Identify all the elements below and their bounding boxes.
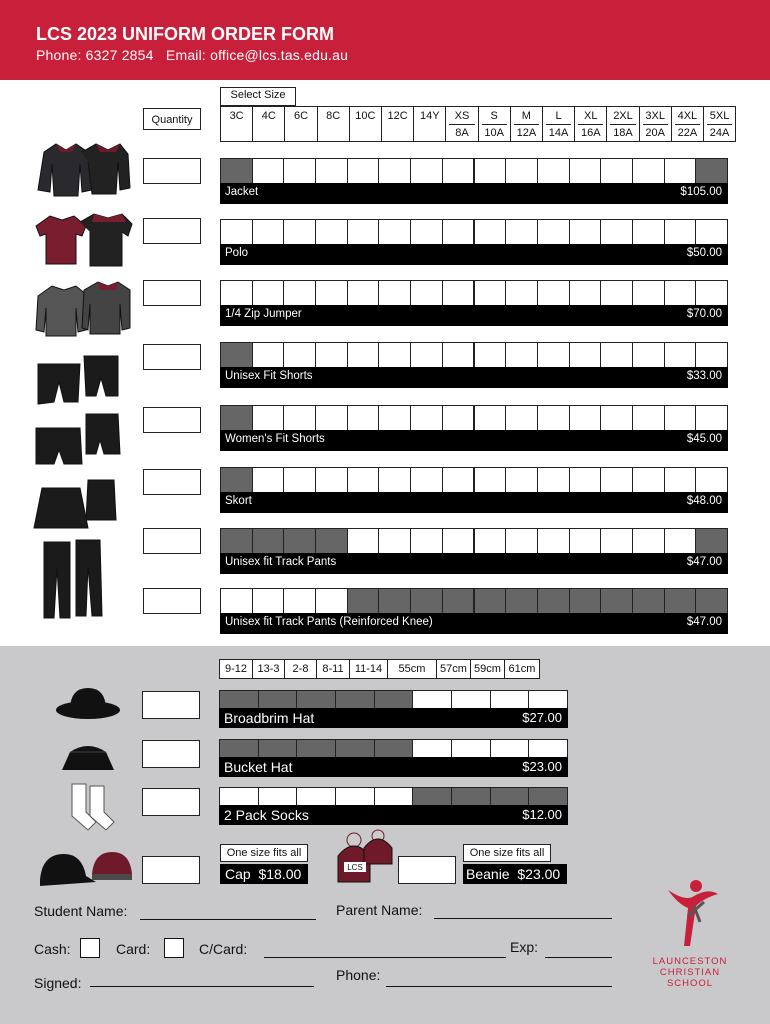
size-checkbox[interactable] <box>378 467 411 494</box>
size-checkbox <box>296 690 336 709</box>
size-checkbox[interactable] <box>569 280 602 307</box>
cap-price-bar <box>220 864 308 884</box>
size-checkbox[interactable] <box>632 219 665 246</box>
product-name: Polo <box>225 247 249 259</box>
size-checkbox[interactable] <box>315 588 348 615</box>
size-checkbox[interactable] <box>664 219 697 246</box>
size-checkbox <box>219 690 259 709</box>
size-checkbox[interactable] <box>528 690 568 709</box>
size-checkbox[interactable] <box>664 342 697 369</box>
size-checkbox[interactable] <box>695 405 728 432</box>
size-checkbox[interactable] <box>442 342 475 369</box>
product-price: $105.00 <box>680 186 722 198</box>
ccard-field[interactable] <box>264 957 506 958</box>
size-checkbox[interactable] <box>252 588 285 615</box>
quantity-input[interactable] <box>143 528 201 554</box>
size-checkbox[interactable] <box>474 467 507 494</box>
accessory-name: 2 Pack Socks <box>224 807 309 823</box>
size-checkbox[interactable] <box>296 787 336 806</box>
size-checkbox[interactable] <box>283 588 316 615</box>
size-checkbox[interactable] <box>220 219 253 246</box>
beanie-price: $23.00 <box>517 866 561 882</box>
contact-info <box>36 47 348 63</box>
size-checkbox[interactable] <box>600 342 633 369</box>
card-label: Card: <box>116 941 151 957</box>
size-header-0 <box>220 106 253 142</box>
price-bar <box>220 305 728 326</box>
size-header-10 <box>542 106 575 142</box>
size-label: 3C <box>229 110 244 122</box>
size-checkbox <box>474 588 507 615</box>
cap-name: Cap <box>225 866 251 882</box>
accessory-size-8: 61cm <box>504 659 540 679</box>
track-pants-illustration <box>40 538 110 622</box>
polo-illustration <box>32 210 132 272</box>
size-checkbox <box>374 690 414 709</box>
size-checkbox[interactable] <box>335 787 375 806</box>
size-checkbox[interactable] <box>220 588 253 615</box>
beanie-illustration <box>334 830 396 886</box>
size-checkbox[interactable] <box>315 158 348 185</box>
size-checkbox[interactable] <box>410 219 443 246</box>
size-checkbox[interactable] <box>664 467 697 494</box>
size-header-11 <box>574 106 607 142</box>
size-checkbox <box>220 405 253 432</box>
parent-name-field[interactable] <box>434 918 612 919</box>
size-checkbox[interactable] <box>632 467 665 494</box>
accessory-size-3: 8-11 <box>316 659 350 679</box>
size-checkbox[interactable] <box>378 342 411 369</box>
cap-quantity-input[interactable] <box>142 856 200 884</box>
size-header-12 <box>606 106 639 142</box>
size-checkbox[interactable] <box>220 280 253 307</box>
quantity-input[interactable] <box>143 218 201 244</box>
size-header-7 <box>445 106 478 142</box>
size-checkbox[interactable] <box>537 528 570 555</box>
student-name-label: Student Name: <box>34 903 128 919</box>
size-label: M <box>514 108 539 125</box>
size-checkbox[interactable] <box>315 342 348 369</box>
size-checkbox <box>528 787 568 806</box>
size-checkbox[interactable] <box>252 219 285 246</box>
product-name: Unisex fit Track Pants <box>225 556 337 568</box>
size-checkbox[interactable] <box>632 342 665 369</box>
size-alt-label: 20A <box>645 127 665 139</box>
size-checkbox[interactable] <box>490 690 530 709</box>
product-price: $70.00 <box>686 308 722 320</box>
price-bar <box>220 553 728 574</box>
size-checkbox[interactable] <box>410 467 443 494</box>
size-checkbox[interactable] <box>378 405 411 432</box>
size-checkbox <box>632 588 665 615</box>
accessory-size-2: 2-8 <box>284 659 317 679</box>
size-checkbox[interactable] <box>378 528 411 555</box>
zip-jumper-illustration <box>32 278 132 340</box>
beanie-name: Beanie <box>466 866 510 882</box>
size-label: 6C <box>293 110 309 122</box>
size-checkbox <box>296 739 336 758</box>
size-checkbox[interactable] <box>442 528 475 555</box>
size-checkbox[interactable] <box>283 280 316 307</box>
size-alt-label: 14A <box>548 127 569 139</box>
size-checkbox <box>569 588 602 615</box>
size-checkbox[interactable] <box>315 219 348 246</box>
size-checkbox[interactable] <box>442 158 475 185</box>
size-checkbox[interactable] <box>537 405 570 432</box>
product-price: $45.00 <box>686 433 722 445</box>
size-header-8 <box>478 106 511 142</box>
size-checkbox[interactable] <box>378 280 411 307</box>
product-name: Unisex fit Track Pants (Reinforced Knee) <box>225 616 433 628</box>
price-bar <box>220 613 728 634</box>
size-checkbox[interactable] <box>283 467 316 494</box>
size-checkbox[interactable] <box>664 528 697 555</box>
size-checkbox[interactable] <box>569 467 602 494</box>
size-checkbox[interactable] <box>252 405 285 432</box>
signed-label: Signed: <box>34 975 82 991</box>
price-bar <box>220 367 728 388</box>
size-checkbox[interactable] <box>695 280 728 307</box>
product-price: $47.00 <box>686 616 722 628</box>
size-checkbox <box>664 588 697 615</box>
size-checkbox[interactable] <box>474 342 507 369</box>
size-checkbox[interactable] <box>347 158 380 185</box>
parent-name-label: Parent Name: <box>336 902 423 918</box>
quantity-label: Quantity <box>143 108 201 130</box>
accessory-size-1: 13-3 <box>252 659 285 679</box>
school-name <box>640 956 740 989</box>
size-checkbox <box>220 158 253 185</box>
size-label: XS <box>449 108 474 125</box>
quantity-input[interactable] <box>143 344 201 370</box>
size-checkbox <box>252 528 285 555</box>
size-label: 5XL <box>707 108 732 125</box>
size-header-4 <box>349 106 382 142</box>
product-name: Skort <box>225 495 252 507</box>
cash-label: Cash: <box>34 941 71 957</box>
size-alt-label: 18A <box>613 127 633 139</box>
size-checkbox[interactable] <box>537 158 570 185</box>
exp-label: Exp: <box>510 939 539 955</box>
size-checkbox[interactable] <box>505 280 538 307</box>
size-checkbox <box>258 690 298 709</box>
size-checkbox[interactable] <box>442 219 475 246</box>
size-header-13 <box>639 106 672 142</box>
socks-illustration <box>62 782 122 832</box>
size-checkbox[interactable] <box>283 158 316 185</box>
phone-text: Phone: 6327 2854 <box>36 47 154 63</box>
size-checkbox[interactable] <box>347 528 380 555</box>
size-checkbox <box>335 690 375 709</box>
size-checkbox[interactable] <box>252 342 285 369</box>
size-label: 14Y <box>419 110 440 122</box>
school-logo-icon <box>660 876 720 956</box>
size-checkbox[interactable] <box>410 280 443 307</box>
price-bar <box>220 492 728 513</box>
size-label: 8C <box>326 110 341 122</box>
size-checkbox[interactable] <box>695 342 728 369</box>
email-text: Email: office@lcs.tas.edu.au <box>165 47 349 63</box>
product-price: $47.00 <box>686 556 722 568</box>
size-checkbox[interactable] <box>378 158 411 185</box>
product-price: $33.00 <box>686 370 722 382</box>
size-checkbox[interactable] <box>374 787 414 806</box>
size-checkbox[interactable] <box>474 528 507 555</box>
school-name-line1: LAUNCESTON <box>652 956 728 967</box>
accessory-price: $23.00 <box>522 759 562 774</box>
beanie-price-bar <box>463 864 567 884</box>
size-checkbox[interactable] <box>410 405 443 432</box>
size-checkbox[interactable] <box>537 467 570 494</box>
size-checkbox[interactable] <box>505 342 538 369</box>
size-checkbox[interactable] <box>600 467 633 494</box>
phone-field[interactable] <box>386 986 612 987</box>
cash-checkbox[interactable] <box>80 938 100 958</box>
price-bar <box>219 805 568 825</box>
size-checkbox[interactable] <box>569 342 602 369</box>
student-name-field[interactable] <box>140 919 316 920</box>
size-alt-label: 10A <box>484 127 504 139</box>
price-bar <box>219 757 568 777</box>
cap-size-note: One size fits all <box>220 844 308 862</box>
size-checkbox[interactable] <box>378 219 411 246</box>
size-checkbox[interactable] <box>252 158 285 185</box>
size-checkbox[interactable] <box>474 158 507 185</box>
unisex-shorts-illustration <box>34 350 124 408</box>
size-checkbox <box>410 588 443 615</box>
size-checkbox[interactable] <box>412 739 452 758</box>
size-checkbox[interactable] <box>474 280 507 307</box>
size-label: 4XL <box>675 108 700 125</box>
size-label: 2XL <box>610 108 635 125</box>
size-checkbox[interactable] <box>505 528 538 555</box>
size-checkbox <box>315 528 348 555</box>
size-checkbox[interactable] <box>537 342 570 369</box>
size-checkbox[interactable] <box>632 528 665 555</box>
cap-price: $18.00 <box>258 866 302 882</box>
size-checkbox[interactable] <box>600 405 633 432</box>
size-checkbox <box>451 787 491 806</box>
price-bar <box>220 244 728 265</box>
size-checkbox <box>283 528 316 555</box>
size-checkbox[interactable] <box>442 280 475 307</box>
size-checkbox <box>335 739 375 758</box>
skort-illustration <box>30 474 120 536</box>
size-checkbox <box>537 588 570 615</box>
form-title: LCS 2023 UNIFORM ORDER FORM <box>36 24 335 44</box>
size-checkbox <box>695 158 728 185</box>
size-alt-label: 12A <box>516 127 537 139</box>
size-checkbox <box>490 787 530 806</box>
size-checkbox <box>258 739 298 758</box>
size-checkbox[interactable] <box>537 219 570 246</box>
size-checkbox[interactable] <box>315 280 348 307</box>
size-checkbox[interactable] <box>474 405 507 432</box>
school-name-line3: SCHOOL <box>666 978 714 989</box>
beanie-size-note: One size fits all <box>463 844 551 862</box>
quantity-input[interactable] <box>142 691 200 719</box>
size-checkbox[interactable] <box>600 528 633 555</box>
broadbrim-hat-illustration <box>54 684 124 724</box>
size-checkbox[interactable] <box>347 467 380 494</box>
size-checkbox[interactable] <box>442 405 475 432</box>
quantity-input[interactable] <box>143 407 201 433</box>
size-checkbox[interactable] <box>505 219 538 246</box>
size-header-6 <box>413 106 446 142</box>
size-label: XL <box>578 108 603 125</box>
size-checkbox[interactable] <box>283 405 316 432</box>
product-name: Jacket <box>225 186 259 198</box>
size-checkbox[interactable] <box>410 158 443 185</box>
size-checkbox[interactable] <box>252 280 285 307</box>
size-checkbox[interactable] <box>451 690 491 709</box>
size-header-2 <box>284 106 317 142</box>
size-checkbox[interactable] <box>505 405 538 432</box>
card-checkbox[interactable] <box>164 938 184 958</box>
womens-shorts-illustration <box>34 410 124 470</box>
size-checkbox[interactable] <box>632 280 665 307</box>
size-alt-label: 24A <box>709 127 730 139</box>
size-checkbox[interactable] <box>569 405 602 432</box>
size-checkbox[interactable] <box>347 405 380 432</box>
ccard-label: C/Card: <box>199 941 248 957</box>
size-checkbox[interactable] <box>410 342 443 369</box>
size-checkbox[interactable] <box>347 280 380 307</box>
quantity-input[interactable] <box>143 588 201 614</box>
size-checkbox <box>695 588 728 615</box>
size-checkbox[interactable] <box>490 739 530 758</box>
size-checkbox[interactable] <box>347 219 380 246</box>
size-checkbox <box>600 588 633 615</box>
size-checkbox[interactable] <box>410 528 443 555</box>
size-header-15 <box>703 106 736 142</box>
size-label: L <box>546 108 571 125</box>
product-name: Unisex Fit Shorts <box>225 370 313 382</box>
size-checkbox <box>220 528 253 555</box>
size-checkbox[interactable] <box>528 739 568 758</box>
size-label: 10C <box>355 110 376 122</box>
size-label: 4C <box>261 110 276 122</box>
size-alt-label: 16A <box>580 127 601 139</box>
size-label: 12C <box>387 110 408 122</box>
accessory-size-0: 9-12 <box>219 659 253 679</box>
size-checkbox[interactable] <box>664 405 697 432</box>
size-checkbox[interactable] <box>283 342 316 369</box>
size-checkbox[interactable] <box>412 690 452 709</box>
size-header-9 <box>510 106 543 142</box>
cap-illustration <box>36 846 136 890</box>
size-checkbox[interactable] <box>569 219 602 246</box>
product-price: $48.00 <box>686 495 722 507</box>
size-header-5 <box>381 106 414 142</box>
size-alt-label: 8A <box>455 127 469 139</box>
phone-label: Phone: <box>336 967 381 983</box>
size-checkbox <box>219 739 259 758</box>
quantity-input[interactable] <box>143 158 201 184</box>
size-checkbox[interactable] <box>632 158 665 185</box>
size-checkbox[interactable] <box>442 467 475 494</box>
product-name: Women's Fit Shorts <box>225 433 325 445</box>
size-checkbox <box>378 588 411 615</box>
size-checkbox <box>220 467 253 494</box>
product-price: $50.00 <box>686 247 722 259</box>
size-checkbox[interactable] <box>505 158 538 185</box>
bucket-hat-illustration <box>58 738 118 776</box>
size-checkbox[interactable] <box>569 158 602 185</box>
price-bar <box>219 708 568 728</box>
size-checkbox <box>412 787 452 806</box>
quantity-input[interactable] <box>142 788 200 816</box>
size-checkbox[interactable] <box>664 158 697 185</box>
accessory-size-4: 11-14 <box>349 659 388 679</box>
size-header-1 <box>252 106 285 142</box>
size-checkbox[interactable] <box>695 467 728 494</box>
jacket-illustration <box>32 140 132 200</box>
size-checkbox[interactable] <box>632 405 665 432</box>
size-checkbox[interactable] <box>664 280 697 307</box>
size-checkbox <box>374 739 414 758</box>
size-checkbox[interactable] <box>347 342 380 369</box>
price-bar <box>220 183 728 204</box>
size-checkbox <box>505 588 538 615</box>
accessory-price: $12.00 <box>522 807 562 822</box>
accessory-size-7: 59cm <box>470 659 505 679</box>
size-checkbox[interactable] <box>600 158 633 185</box>
select-size-label: Select Size <box>220 87 296 106</box>
size-checkbox[interactable] <box>695 219 728 246</box>
size-checkbox[interactable] <box>569 528 602 555</box>
school-name-line2: CHRISTIAN <box>659 967 721 978</box>
size-checkbox[interactable] <box>315 467 348 494</box>
accessory-name: Bucket Hat <box>224 759 293 775</box>
size-checkbox[interactable] <box>451 739 491 758</box>
size-checkbox <box>442 588 475 615</box>
size-checkbox <box>220 342 253 369</box>
beanie-quantity-input[interactable] <box>398 856 456 884</box>
size-checkbox[interactable] <box>505 467 538 494</box>
size-header-14 <box>671 106 704 142</box>
size-header-3 <box>317 106 350 142</box>
accessory-size-6: 57cm <box>436 659 471 679</box>
size-checkbox[interactable] <box>258 787 298 806</box>
exp-field[interactable] <box>545 957 612 958</box>
size-checkbox[interactable] <box>474 219 507 246</box>
signed-field[interactable] <box>90 986 314 987</box>
accessory-name: Broadbrim Hat <box>224 710 315 726</box>
accessory-price: $27.00 <box>522 710 562 725</box>
size-alt-label: 22A <box>677 127 698 139</box>
size-checkbox[interactable] <box>283 219 316 246</box>
size-checkbox <box>695 528 728 555</box>
size-checkbox[interactable] <box>315 405 348 432</box>
size-checkbox <box>347 588 380 615</box>
price-bar <box>220 430 728 451</box>
size-label: S <box>482 108 507 125</box>
size-checkbox[interactable] <box>537 280 570 307</box>
quantity-input[interactable] <box>142 740 200 768</box>
quantity-input[interactable] <box>143 280 201 306</box>
size-checkbox[interactable] <box>219 787 259 806</box>
size-label: 3XL <box>643 108 668 125</box>
quantity-input[interactable] <box>143 469 201 495</box>
accessory-size-5: 55cm <box>387 659 437 679</box>
product-name: 1/4 Zip Jumper <box>225 308 302 320</box>
size-checkbox[interactable] <box>600 280 633 307</box>
beanie-logo-text: LCS <box>347 863 363 872</box>
size-checkbox[interactable] <box>600 219 633 246</box>
size-checkbox[interactable] <box>252 467 285 494</box>
